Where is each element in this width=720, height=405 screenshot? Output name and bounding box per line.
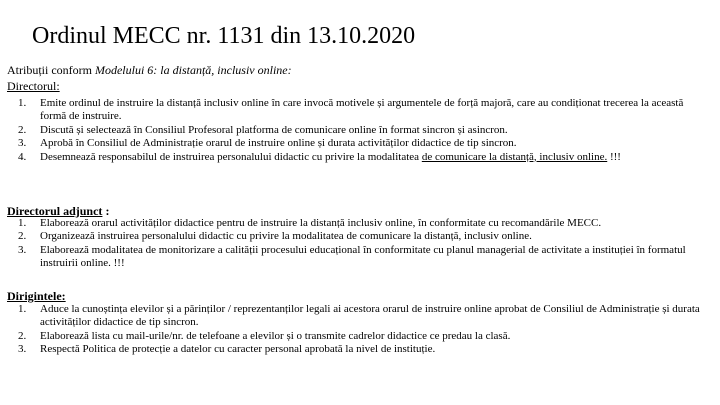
model-name: Modelului 6: la distanță, inclusiv online:	[94, 63, 292, 77]
list-item	[6, 303, 706, 330]
list-item	[6, 230, 718, 243]
list-item	[6, 151, 706, 164]
item-text: Respectă Politica de protecție a datelor cu caracter personal aprobată la nivel de instituție.	[40, 343, 436, 356]
item-text: Discută și selectează în Consiliul Profesoral platforma de comunicare online în format sincron și asincron.	[40, 123, 508, 136]
item-text: Organizează instruirea personalului didactic cu privire la modalitatea de comunicare la distanță, inclusiv online.	[40, 230, 532, 243]
list-item	[6, 244, 718, 271]
item-text: Desemnează responsabilul de instruirea personalului didactic cu privire la modalitatea	[40, 150, 422, 163]
list-item	[6, 330, 706, 343]
item-suffix: !!!	[607, 150, 621, 163]
item-number: 2.	[18, 329, 27, 342]
list-item	[6, 124, 706, 137]
deputy-heading-suffix: :	[102, 204, 110, 218]
item-number: 1.	[18, 97, 27, 109]
item-text: Emite ordinul de instruire la distanță inclusiv online în care invocă motivele și argumentele de forță majoră, care au condiționat trecerea la această formă de instruire.	[40, 97, 684, 123]
item-text: Aprobă în Consiliul de Administrație orarul de instruire online și durata activităților didactice de tip sincron.	[40, 137, 517, 150]
item-number: 1.	[18, 303, 27, 315]
homeroom-list	[6, 303, 706, 357]
list-item	[6, 97, 706, 124]
item-text: Elaborează orarul activităților didactice pentru de instruire la distanță inclusiv online, în conformitate cu recomandările MECC.	[40, 217, 602, 229]
list-item	[6, 137, 706, 150]
intro-line	[7, 63, 292, 78]
deputy-heading: Directorul adjunct	[7, 204, 103, 218]
list-item	[6, 217, 718, 230]
deputy-list	[6, 217, 718, 271]
item-number: 2.	[18, 123, 27, 136]
item-text: Elaborează lista cu mail-urile/nr. de telefoane a elevilor și o transmite cadrelor didactice ce predau la clasă.	[40, 329, 511, 342]
item-number: 1.	[18, 217, 27, 229]
item-text: Elaborează modalitatea de monitorizare a calității procesului educațional în conformitate cu planul managerial de activitate a instituției în formatul instruirii online. !!!	[40, 243, 686, 270]
director-list	[6, 97, 706, 164]
homeroom-heading: Dirigintele:	[7, 289, 66, 303]
page-title: Ordinul MECC nr. 1131 din 13.10.2020	[32, 23, 416, 49]
item-underlined-text: de comunicare la distanță, inclusiv online.	[421, 150, 608, 163]
item-text: Aduce la cunoștința elevilor și a părinților / reprezentanților legali ai acestora orarul de instruire online aprobat de Consiliul de Administrație și durata activităților didactice de tip sincron.	[40, 303, 700, 329]
item-number: 4.	[18, 150, 27, 163]
item-number: 2.	[18, 230, 27, 243]
item-number: 3.	[18, 343, 27, 356]
director-heading: Directorul:	[7, 79, 60, 93]
item-number: 3.	[18, 243, 27, 256]
list-item	[6, 343, 706, 356]
intro-prefix: Atribuții conform	[7, 63, 95, 77]
item-number: 3.	[18, 137, 27, 150]
